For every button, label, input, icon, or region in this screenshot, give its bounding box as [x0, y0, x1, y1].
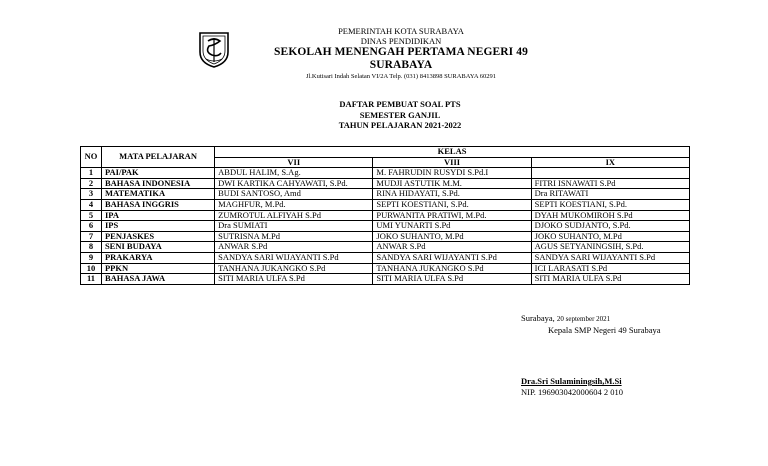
- signature-position: Kepala SMP Negeri 49 Surabaya: [548, 325, 661, 335]
- cell-subject: BAHASA INGGRIS: [101, 199, 214, 210]
- cell-no: 1: [81, 168, 102, 179]
- cell-class-ix: [531, 168, 689, 179]
- cell-subject: IPS: [101, 221, 214, 232]
- signer-name: Dra.Sri Sulaminingsih,M.Si: [521, 376, 622, 386]
- cell-class-vii: ZUMROTUL ALFIYAH S.Pd: [215, 210, 373, 221]
- cell-subject: PRAKARYA: [101, 252, 214, 263]
- cell-subject: PENJASKES: [101, 231, 214, 242]
- department-name: DINAS PENDIDIKAN: [360, 36, 442, 46]
- header-subject: MATA PELAJARAN: [101, 147, 214, 168]
- cell-no: 10: [81, 263, 102, 274]
- cell-subject: BAHASA INDONESIA: [101, 178, 214, 189]
- cell-class-vii: ABDUL HALIM, S.Ag.: [215, 168, 373, 179]
- header-no: NO: [81, 147, 102, 168]
- cell-class-viii: UMI YUNARTI S.Pd: [373, 221, 531, 232]
- cell-no: 5: [81, 210, 102, 221]
- table-row: [81, 252, 690, 263]
- table-row: [81, 263, 690, 274]
- cell-class-vii: BUDI SANTOSO, Amd: [215, 189, 373, 200]
- cell-subject: MATEMATIKA: [101, 189, 214, 200]
- cell-class-ix: SITI MARIA ULFA S.Pd: [531, 274, 689, 285]
- signature-date: 20 september 2021: [556, 315, 611, 323]
- cell-class-vii: SANDYA SARI WIJAYANTI S.Pd: [215, 252, 373, 263]
- surabaya-crest-icon: [196, 30, 232, 68]
- signer-nip: NIP. 196903042000604 2 010: [521, 386, 624, 397]
- cell-class-ix: JOKO SUHANTO, M.Pd: [531, 231, 689, 242]
- cell-subject: SENI BUDAYA: [101, 242, 214, 253]
- cell-class-ix: AGUS SETYANINGSIH, S.Pd.: [531, 242, 689, 253]
- cell-subject: BAHASA JAWA: [101, 274, 214, 285]
- cell-class-ix: Dra RITAWATI: [531, 189, 689, 200]
- cell-class-viii: PURWANITA PRATIWI, M.Pd.: [373, 210, 531, 221]
- cell-class-ix: DYAH MUKOMIROH S.Pd: [531, 210, 689, 221]
- cell-class-vii: ANWAR S.Pd: [215, 242, 373, 253]
- cell-class-vii: DWI KARTIKA CAHYAWATI, S.Pd.: [215, 178, 373, 189]
- cell-class-viii: MUDJI ASTUTIK M.M.: [373, 178, 531, 189]
- cell-class-ix: DJOKO SUDJANTO, S.Pd.: [531, 221, 689, 232]
- table-row: [81, 178, 690, 189]
- cell-class-vii: TANHANA JUKANGKO S.Pd: [215, 263, 373, 274]
- table-row: [81, 168, 690, 179]
- header-class-vii: VII: [215, 157, 373, 168]
- school-name: SEKOLAH MENENGAH PERTAMA NEGERI 49 SURABAYA: [274, 46, 528, 71]
- question-makers-table: [80, 146, 690, 285]
- signature-block: [521, 313, 661, 336]
- cell-no: 9: [81, 252, 102, 263]
- header-class-ix: IX: [531, 157, 689, 168]
- cell-class-viii: ANWAR S.Pd: [373, 242, 531, 253]
- title-line-1: DAFTAR PEMBUAT SOAL PTS: [339, 99, 461, 109]
- cell-no: 8: [81, 242, 102, 253]
- cell-class-viii: M. FAHRUDIN RUSYDI S.Pd.I: [373, 168, 531, 179]
- cell-subject: PPKN: [101, 263, 214, 274]
- cell-no: 4: [81, 199, 102, 210]
- cell-class-viii: JOKO SUHANTO, M.Pd: [373, 231, 531, 242]
- cell-class-vii: SUTRISNA M.Pd: [215, 231, 373, 242]
- cell-class-viii: RINA HIDAYATI, S.Pd.: [373, 189, 531, 200]
- table-row: [81, 199, 690, 210]
- document-title: [240, 99, 560, 131]
- cell-subject: PAI/PAK: [101, 168, 214, 179]
- cell-no: 7: [81, 231, 102, 242]
- cell-class-vii: SITI MARIA ULFA S.Pd: [215, 274, 373, 285]
- table-body: [81, 168, 690, 285]
- cell-class-vii: Dra SUMIATI: [215, 221, 373, 232]
- signature-place: Surabaya,: [521, 313, 555, 323]
- cell-class-viii: SEPTI KOESTIANI, S.Pd.: [373, 199, 531, 210]
- cell-class-ix: FITRI ISNAWATI S.Pd: [531, 178, 689, 189]
- cell-class-viii: TANHANA JUKANGKO S.Pd: [373, 263, 531, 274]
- cell-no: 3: [81, 189, 102, 200]
- cell-no: 6: [81, 221, 102, 232]
- government-name: PEMERINTAH KOTA SURABAYA: [338, 26, 464, 36]
- school-address: Jl.Kutisari Indah Selatan VI/2A Telp. (031) 8413898 SURABAYA 60291: [305, 73, 497, 80]
- cell-class-vii: MAGHFUR, M.Pd.: [215, 199, 373, 210]
- table-row: [81, 210, 690, 221]
- cell-class-viii: SANDYA SARI WIJAYANTI S.Pd: [373, 252, 531, 263]
- title-line-2: SEMESTER GANJIL: [359, 109, 441, 120]
- cell-class-ix: ICI LARASATI S.Pd: [531, 263, 689, 274]
- cell-subject: IPA: [101, 210, 214, 221]
- signer-block: [521, 376, 623, 397]
- cell-no: 2: [81, 178, 102, 189]
- table-row: [81, 231, 690, 242]
- header-kelas: KELAS: [215, 147, 690, 158]
- cell-no: 11: [81, 274, 102, 285]
- table-row: [81, 221, 690, 232]
- table-row: [81, 189, 690, 200]
- cell-class-viii: SITI MARIA ULFA S.Pd: [373, 274, 531, 285]
- header-class-viii: VIII: [373, 157, 531, 168]
- table-row: [81, 242, 690, 253]
- title-line-3: TAHUN PELAJARAN 2021-2022: [338, 120, 462, 130]
- letterhead: [0, 0, 768, 80]
- cell-class-ix: SEPTI KOESTIANI, S.Pd.: [531, 199, 689, 210]
- table-row: [81, 274, 690, 285]
- cell-class-ix: SANDYA SARI WIJAYANTI S.Pd: [531, 252, 689, 263]
